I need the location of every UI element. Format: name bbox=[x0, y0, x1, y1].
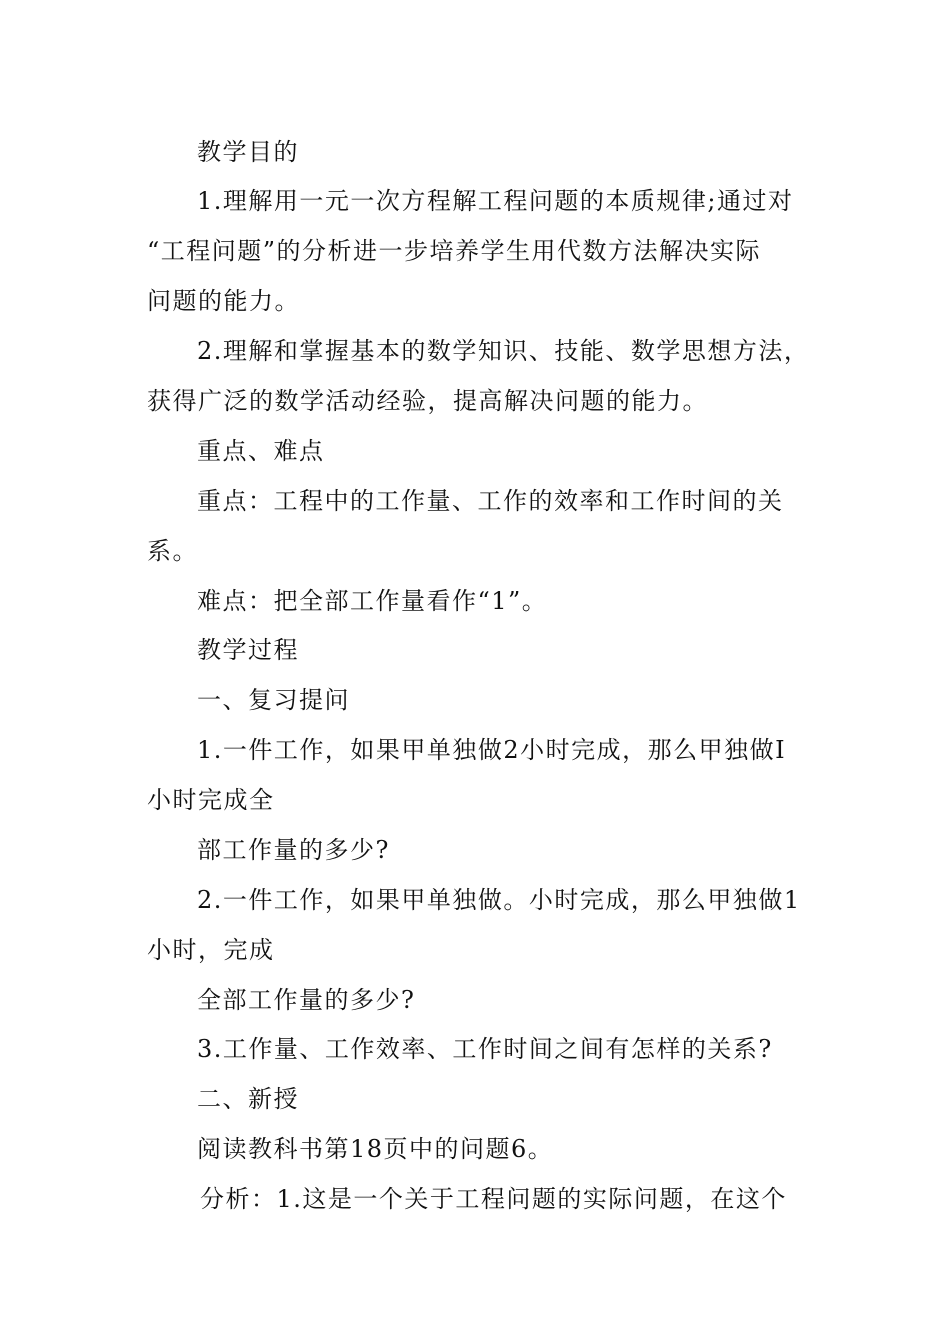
heading-key-points: 重点、难点 bbox=[197, 437, 325, 465]
reading-assignment: 阅读教科书第18页中的问题6。 bbox=[197, 1135, 554, 1163]
objective-1-line-2: “工程问题”的分析进一步培养学生用代数方法解决实际 bbox=[147, 237, 762, 265]
question-1-line-1: 1.一件工作，如果甲单独做2小时完成，那么甲独做I bbox=[197, 736, 787, 764]
question-2-line-2: 小时，完成 bbox=[147, 936, 275, 964]
heading-teaching-objectives: 教学目的 bbox=[197, 138, 299, 166]
question-2-line-1: 2.一件工作，如果甲单独做。小时完成，那么甲独做1 bbox=[197, 886, 801, 914]
objective-1-line-3: 问题的能力。 bbox=[147, 287, 300, 315]
heading-teaching-process: 教学过程 bbox=[197, 636, 299, 664]
key-point-line-2: 系。 bbox=[147, 537, 198, 565]
key-point-line-1: 重点：工程中的工作量、工作的效率和工作时间的关 bbox=[197, 487, 784, 515]
analysis-line-1: 分析：1.这是一个关于工程问题的实际问题，在这个 bbox=[200, 1185, 787, 1213]
difficult-point: 难点：把全部工作量看作“1”。 bbox=[197, 587, 548, 615]
section-new-lesson: 二、新授 bbox=[197, 1085, 299, 1113]
section-review-questions: 一、复习提问 bbox=[197, 686, 350, 714]
objective-1-line-1: 1.理解用一元一次方程解工程问题的本质规律;通过对 bbox=[197, 187, 794, 215]
question-1-line-2: 小时完成全 bbox=[147, 786, 275, 814]
objective-2-line-2: 获得广泛的数学活动经验，提高解决问题的能力。 bbox=[147, 387, 708, 415]
question-2-line-3: 全部工作量的多少? bbox=[197, 986, 416, 1014]
question-3: 3.工作量、工作效率、工作时间之间有怎样的关系? bbox=[197, 1035, 773, 1063]
question-1-line-3: 部工作量的多少? bbox=[197, 836, 390, 864]
objective-2-line-1: 2.理解和掌握基本的数学知识、技能、数学思想方法， bbox=[197, 337, 810, 365]
